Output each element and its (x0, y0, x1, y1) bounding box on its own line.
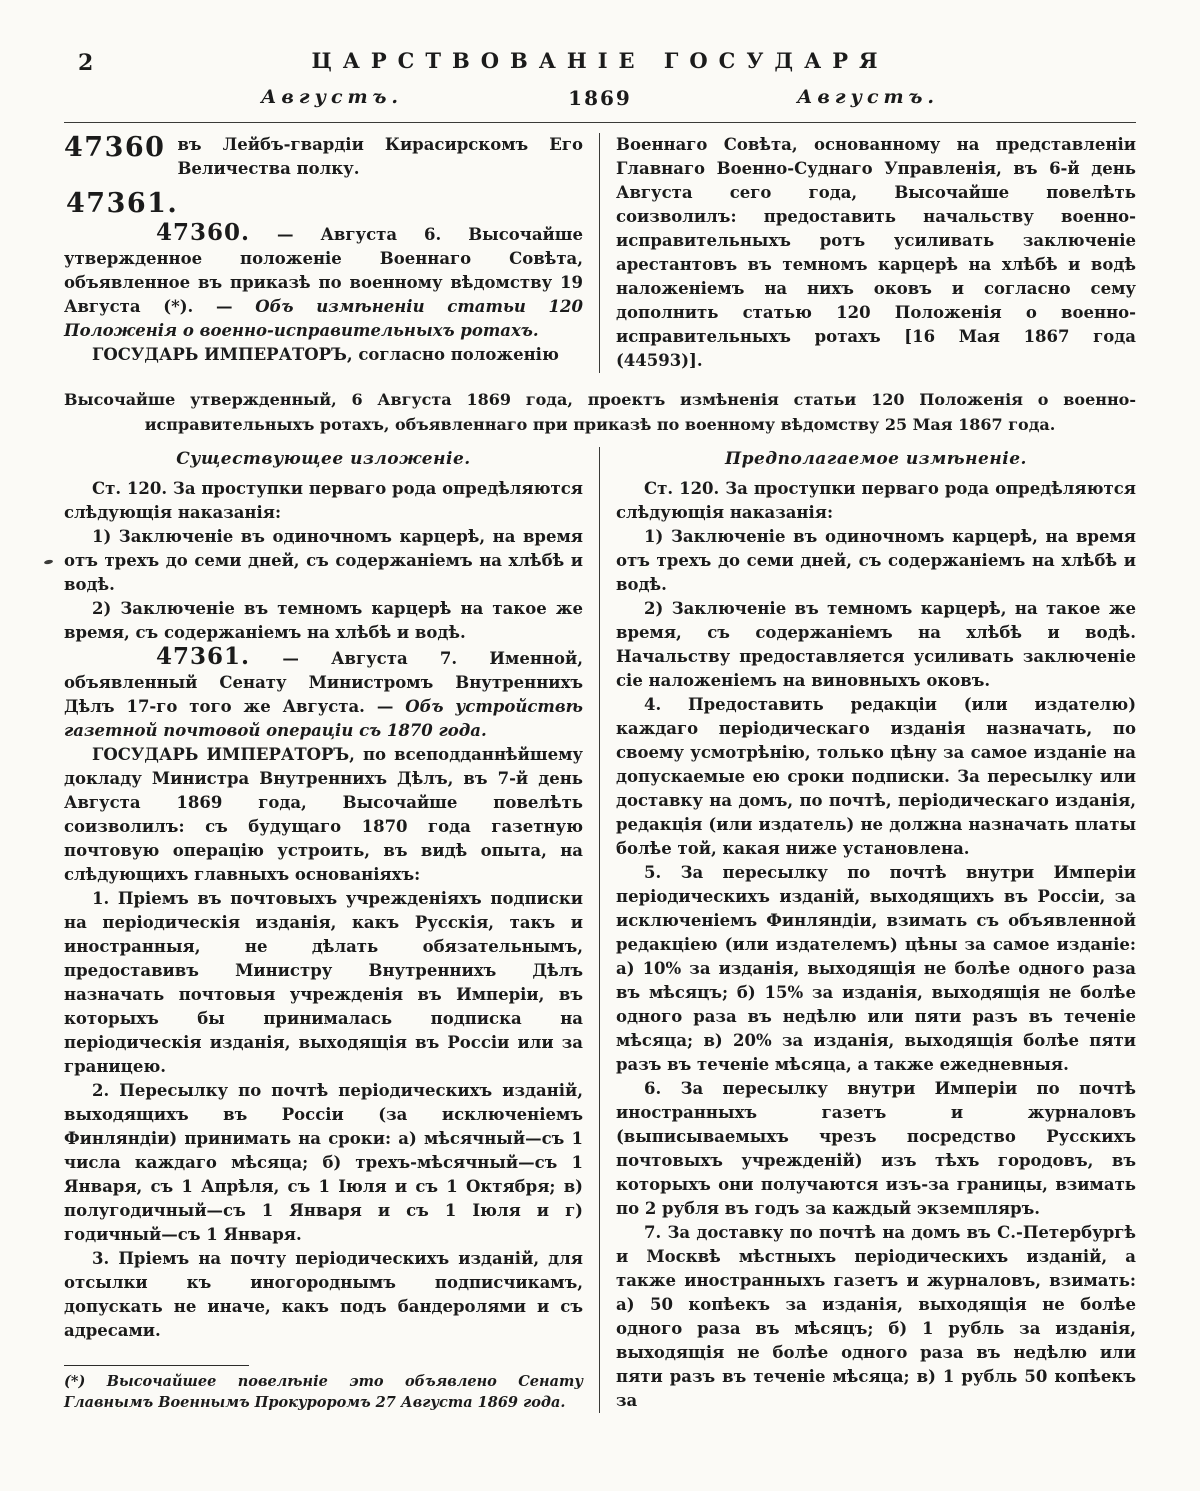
month-right-label: Августъ. (796, 86, 940, 108)
act-47361-number: 47361. (156, 643, 251, 670)
comparison-right-paragraph: 2) Заключеніе въ темномъ карцерѣ, на такое же время, съ содержаніемъ на хлѣбѣ и водѣ. Начальству предоставляется усиливать заключеніе сіе наложеніемъ на виновныхъ оковъ. (616, 599, 1136, 690)
act-47360-heading-text: — Августа 6. Высочайше утвержденное положеніе Военнаго Совѣта, объявленное въ приказѣ по военному вѣдомству 19 Августа (*). — (64, 225, 583, 316)
left-column-main (64, 447, 600, 1413)
act-47361-point: 5. За пересылку по почтѣ внутри Имперіи періодическихъ изданій, выходящихъ въ Россіи, за исключеніемъ Финляндіи, взимать съ объявленной редакціею (или издателемъ) цѣны за самое изданіе: а) 10% за изданія, выходящія не болѣе одного раза въ мѣсяцъ; б) 15% за изданія, выходящія не болѣе одного раза въ недѣлю или пяти разъ въ теченіе мѣсяца; в) 20% за изданія, выходящія болѣе пяти разъ въ теченіе мѣсяца, а также ежедневныя. (616, 863, 1136, 1074)
top-section (64, 133, 1136, 373)
comparison-left-paragraph: 1) Заключеніе въ одиночномъ карцерѣ, на время отъ трехъ до семи дней, съ содержаніемъ на хлѣбѣ и водѣ. (64, 527, 583, 594)
footnote-rule (64, 1365, 249, 1366)
act-47360-number: 47360. (156, 219, 251, 246)
comparison-right-paragraph: 1) Заключеніе въ одиночномъ карцерѣ, на время отъ трехъ до семи дней, съ содержаніемъ на хлѣбѣ и водѣ. (616, 527, 1136, 594)
running-title: ЦАРСТВОВАНІЕ ГОСУДАРЯ (311, 48, 889, 73)
header-rule (64, 122, 1136, 123)
date-row (64, 86, 1136, 116)
act-47361-heading (64, 645, 583, 743)
act-47361-point: 4. Предоставить редакціи (или издателю) каждаго періодическаго изданія назначать, по своему усмотрѣнію, только цѣну за самое изданіе на допускаемые ею сроки подписки. За пересылку или доставку на домъ, по почтѣ, періодическаго изданія, редакція (или издатель) не должна назначать платы болѣе той, какая ниже установлена. (616, 695, 1136, 858)
act-47360-opening-line: ГОСУДАРЬ ИМПЕРАТОРЪ, согласно положенію (92, 345, 559, 364)
right-column-top (600, 133, 1136, 373)
act-47361-point: 6. За пересылку внутри Имперіи по почтѣ иностранныхъ газетъ и журналовъ (выписываемыхъ чрезъ посредство Русскихъ почтовыхъ учрежденій) изъ тѣхъ городовъ, въ которыхъ они получаются изъ-за границы, взимать по 2 рубля въ годъ за каждый экземпляръ. (616, 1079, 1136, 1218)
footnote-text: (*) Высочайшее повелѣніе это объявлено Сенату Главнымъ Военнымъ Прокуроромъ 27 Августа 1869 года. (64, 1373, 583, 1411)
ink-speck (44, 559, 54, 565)
left-column-top (64, 133, 600, 373)
main-section (64, 447, 1136, 1413)
act-47361-paragraph: 1. Пріемъ въ почтовыхъ учрежденіяхъ подписки на періодическія изданія, какъ Русскія, такъ и иностранныя, не дѣлать обязательнымъ, предоставивъ Министру Внутреннихъ Дѣлъ назначать почтовыя учрежденія въ Имперіи, въ которыхъ бы принималась подписка на періодическія изданія, выходящія въ Россіи или за границею. (64, 889, 583, 1076)
comparison-left-header: Существующее изложеніе. (176, 449, 471, 469)
act-47360-body-continuation: Военнаго Совѣта, основанному на представленіи Главнаго Военно-Суднаго Управленія, въ 6-й день Августа сего года, Высочайше повелѣть соизволилъ: предоставить начальству военно-исправительныхъ ротъ усиливать заключеніе арестантовъ въ темномъ карцерѣ на хлѣбѣ и водѣ наложеніемъ на нихъ оковъ и согласно сему дополнить статью 120 Положенія о военно-исправительныхъ ротахъ [16 Мая 1867 года (44593)]. (616, 135, 1136, 370)
act-47361-heading-text: — Августа 7. Именной, объявленный Сенату Министромъ Внутреннихъ Дѣлъ 17-го того же Августа. — (64, 649, 583, 716)
comparison-left-paragraph: 2) Заключеніе въ темномъ карцерѣ на такое же время, съ содержаніемъ на хлѣбѣ и водѣ. (64, 599, 583, 642)
act-47361-paragraph: 2. Пересылку по почтѣ періодическихъ изданій, выходящихъ въ Россіи (за исключеніемъ Финляндіи) принимать на сроки: а) мѣсячный—съ 1 числа каждаго мѣсяца; б) трехъ-мѣсячный—съ 1 Января, съ 1 Апрѣля, съ 1 Іюля и съ 1 Октября; в) полугодичный—съ 1 Января и съ 1 Іюля и г) годичный—съ 1 Января. (64, 1081, 583, 1244)
margin-act-number-47360: 47360 (64, 132, 166, 163)
previous-act-tail (64, 133, 583, 181)
act-47361-paragraph: 3. Пріемъ на почту періодическихъ изданій, для отсылки къ иногороднымъ подписчикамъ, допускать не иначе, какъ подъ бандеролями и съ адресами. (64, 1249, 583, 1340)
act-47361-subject: Объ устройствѣ газетной почтовой операціи съ 1870 года. (64, 697, 584, 740)
footnote (64, 1355, 583, 1413)
act-47360-subject: Объ измѣненіи статьи 120 Положенія о военно-исправительныхъ ротахъ. (64, 297, 583, 340)
year-label: 1869 (568, 86, 632, 110)
previous-act-continuation-text: въ Лейбъ-гвардіи Кирасирскомъ Его Величества полку. (177, 135, 583, 178)
margin-act-number-47361: 47361. (66, 188, 179, 219)
right-column-main (600, 447, 1136, 1413)
month-left-label: Августъ. (260, 86, 404, 108)
comparison-right-header: Предполагаемое измѣненіе. (725, 449, 1027, 469)
act-47360-heading (64, 221, 583, 343)
act-47361-point: 7. За доставку по почтѣ на домъ въ С.-Петербургѣ и Москвѣ мѣстныхъ періодическихъ изданій, а также иностранныхъ газетъ и журналовъ, взимать: а) 50 копѣекъ за изданія, выходящія не болѣе одного раза въ мѣсяцъ; б) 1 рубль за изданія, выходящія не болѣе одного раза въ недѣлю или пяти разъ въ теченіе мѣсяца; в) 1 рубль 50 копѣекъ за (616, 1223, 1136, 1410)
comparison-left-paragraph: Ст. 120. За проступки перваго рода опредѣляются слѣдующія наказанія: (64, 479, 583, 522)
comparison-right-paragraph: Ст. 120. За проступки перваго рода опредѣляются слѣдующія наказанія: (616, 479, 1136, 522)
running-head (64, 48, 1136, 80)
act-47361-paragraph: ГОСУДАРЬ ИМПЕРАТОРЪ, по всеподданнѣйшему докладу Министра Внутреннихъ Дѣлъ, въ 7-й день Августа 1869 года, Высочайше повелѣть соизволилъ: съ будущаго 1870 года газетную почтовую операцію устроить, въ видѣ опыта, на слѣдующихъ главныхъ основаніяхъ: (64, 745, 583, 884)
page-number: 2 (78, 50, 94, 76)
comparison-intro-paragraph: Высочайше утвержденный, 6 Августа 1869 года, проектъ измѣненія статьи 120 Положенія о военно-исправительныхъ ротахъ, объявленнаго при приказѣ по военному вѣдомству 25 Мая 1867 года. (64, 390, 1136, 434)
